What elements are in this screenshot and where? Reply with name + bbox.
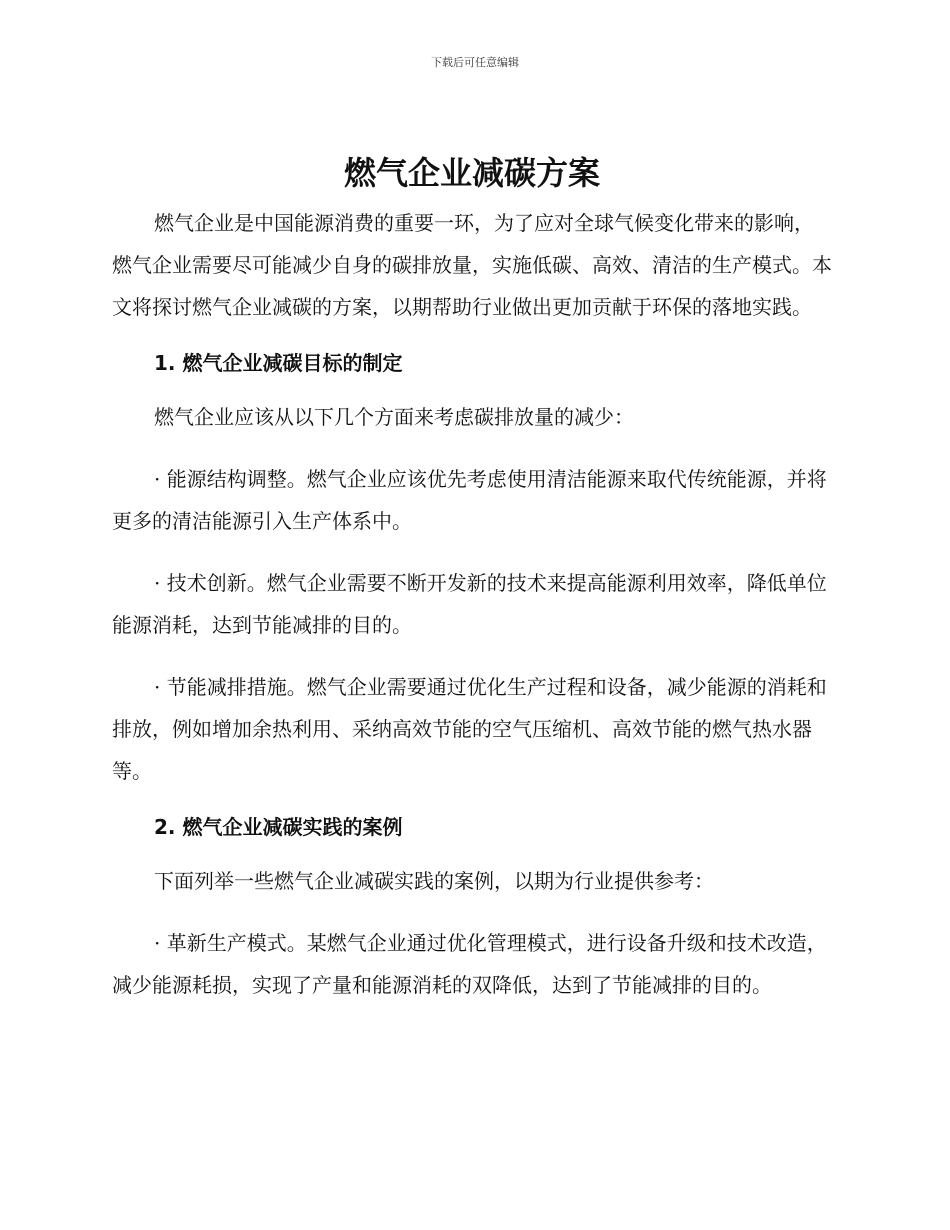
section-1-bullet-energy-structure: · 能源结构调整。燃气企业应该优先考虑使用清洁能源来取代传统能源，并将更多的清洁能源引入生产体系中。 bbox=[112, 467, 827, 533]
header-note: 下载后可任意编辑 bbox=[431, 56, 519, 69]
section-2-bullet-production-mode: · 革新生产模式。某燃气企业通过优化管理模式，进行设备升级和技术改造，减少能源耗损，实现了产量和能源消耗的双降低，达到了节能减排的目的。 bbox=[112, 931, 827, 997]
section-1-bullet-energy-saving: · 节能减排措施。燃气企业需要通过优化生产过程和设备，减少能源的消耗和排放，例如增加余热利用、采纳高效节能的空气压缩机、高效节能的燃气热水器等。 bbox=[112, 675, 827, 783]
section-2-heading: 2. 燃气企业减碳实践的案例 bbox=[154, 815, 403, 839]
section-1-bullet-tech-innovation: · 技术创新。燃气企业需要不断开发新的技术来提高能源利用效率，降低单位能源消耗，达到节能减排的目的。 bbox=[112, 571, 827, 637]
section-2-lead: 下面列举一些燃气企业减碳实践的案例，以期为行业提供参考： bbox=[154, 869, 714, 893]
section-1-lead: 燃气企业应该从以下几个方面来考虑碳排放量的减少： bbox=[154, 405, 634, 429]
document-body bbox=[112, 150, 832, 1026]
section-1-heading: 1. 燃气企业减碳目标的制定 bbox=[154, 351, 403, 375]
document-title: 燃气企业减碳方案 bbox=[343, 154, 600, 192]
intro-paragraph: 燃气企业是中国能源消费的重要一环，为了应对全球气候变化带来的影响，燃气企业需要尽可能减少自身的碳排放量，实施低碳、高效、清洁的生产模式。本文将探讨燃气企业减碳的方案，以期帮助行业做出更加贡献于环保的落地实践。 bbox=[112, 211, 832, 319]
